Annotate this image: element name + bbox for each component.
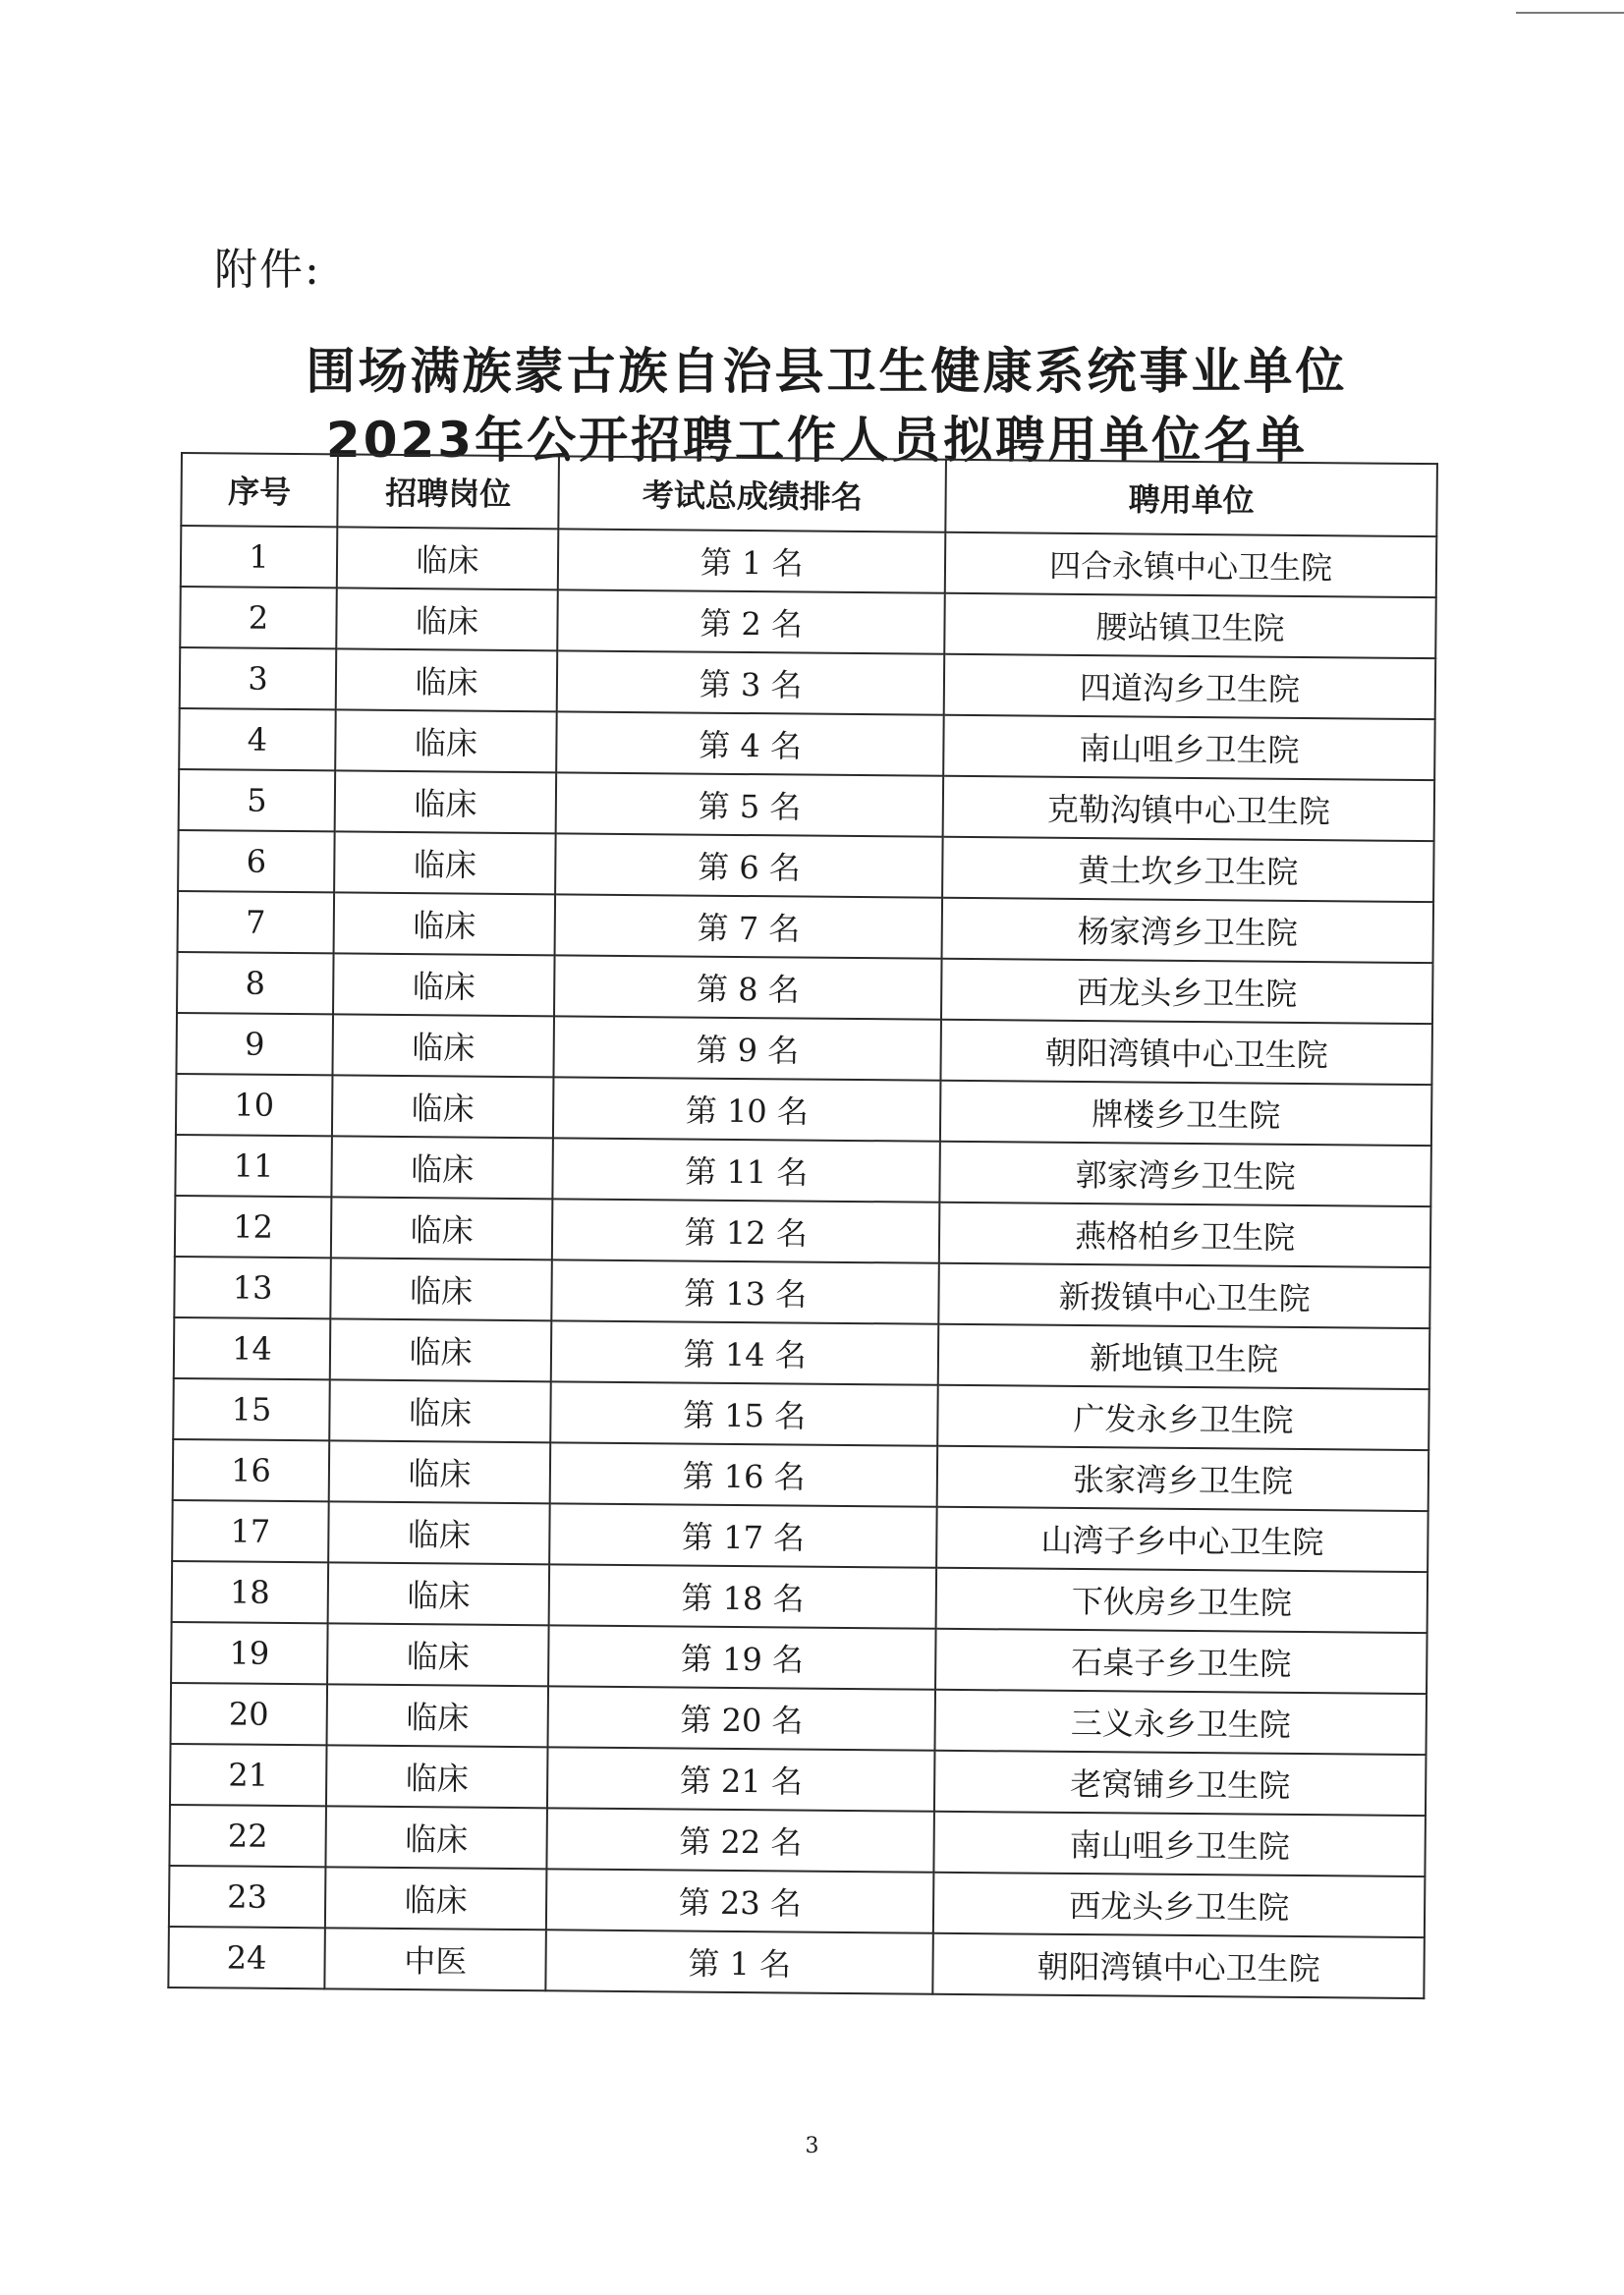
cell-position: 临床 [327,1623,549,1686]
cell-exam-rank: 第 11 名 [553,1138,940,1202]
cell-exam-rank: 第 16 名 [550,1442,937,1506]
table-row [175,1135,1430,1206]
header-hiring-unit: 聘用单位 [945,460,1437,536]
hiring-list-table [167,452,1438,1999]
cell-exam-rank: 第 18 名 [549,1564,936,1628]
cell-position: 临床 [335,709,557,772]
table-row [179,708,1434,780]
cell-exam-rank: 第 20 名 [548,1686,935,1750]
cell-serial-number: 12 [175,1196,331,1258]
cell-exam-rank: 第 17 名 [549,1503,936,1567]
table-row [170,1744,1426,1816]
cell-hiring-unit: 老窝铺乡卫生院 [934,1751,1426,1816]
cell-hiring-unit: 朝阳湾镇中心卫生院 [941,1020,1432,1085]
cell-exam-rank: 第 3 名 [557,650,944,714]
cell-serial-number: 9 [176,1013,332,1075]
cell-exam-rank: 第 23 名 [546,1869,933,1932]
cell-serial-number: 7 [178,891,334,953]
cell-position: 临床 [326,1745,548,1808]
cell-hiring-unit: 四合永镇中心卫生院 [945,532,1436,597]
cell-exam-rank: 第 15 名 [550,1381,937,1445]
cell-position: 临床 [337,527,559,589]
cell-exam-rank: 第 9 名 [554,1016,941,1080]
cell-hiring-unit: 四道沟乡卫生院 [944,654,1435,719]
cell-serial-number: 8 [177,952,333,1014]
cell-position: 中医 [324,1928,546,1990]
cell-serial-number: 10 [176,1074,332,1136]
cell-position: 临床 [335,770,557,833]
table-row [177,952,1432,1024]
cell-serial-number: 15 [173,1378,329,1440]
cell-position: 临床 [325,1806,547,1869]
cell-position: 临床 [334,831,556,894]
cell-position: 临床 [331,1197,553,1259]
table-row [180,647,1435,719]
cell-serial-number: 18 [172,1561,328,1623]
header-position: 招聘岗位 [337,454,559,529]
cell-hiring-unit: 燕格柏乡卫生院 [939,1203,1430,1267]
scan-edge-line [1516,12,1624,14]
document-title-line-2: 2023年公开招聘工作人员拟聘用单位名单 [325,412,1309,469]
table-row [175,1196,1430,1267]
cell-exam-rank: 第 5 名 [556,772,943,836]
cell-position: 临床 [330,1318,552,1381]
cell-serial-number: 16 [173,1439,329,1501]
table-row [171,1622,1427,1694]
document-title-line-1: 围场满族蒙古族自治县卫生健康系统事业单位 [306,343,1348,400]
cell-position: 临床 [328,1501,550,1564]
cell-exam-rank: 第 4 名 [556,711,943,775]
cell-serial-number: 14 [174,1317,330,1379]
cell-hiring-unit: 克勒沟镇中心卫生院 [943,776,1434,841]
cell-serial-number: 2 [180,587,336,648]
table-row [168,1927,1424,1998]
table-row [180,587,1435,658]
cell-exam-rank: 第 1 名 [546,1930,933,1993]
cell-position: 临床 [336,648,558,711]
cell-hiring-unit: 南山咀乡卫生院 [934,1812,1426,1876]
cell-serial-number: 4 [179,708,335,770]
cell-exam-rank: 第 22 名 [547,1808,934,1872]
cell-position: 临床 [332,1014,554,1077]
page-number: 3 [805,2134,819,2158]
table-row [178,830,1433,902]
cell-hiring-unit: 南山咀乡卫生院 [943,715,1434,780]
table-body [168,526,1436,1998]
cell-serial-number: 22 [169,1805,325,1867]
table-row [169,1866,1425,1937]
cell-position: 临床 [328,1562,550,1625]
cell-exam-rank: 第 13 名 [552,1259,939,1323]
cell-exam-rank: 第 14 名 [551,1320,938,1384]
cell-hiring-unit: 三义永乡卫生院 [935,1690,1427,1755]
cell-hiring-unit: 石桌子乡卫生院 [935,1629,1427,1694]
cell-exam-rank: 第 8 名 [554,955,941,1019]
cell-hiring-unit: 腰站镇卫生院 [944,593,1435,658]
table-row [174,1257,1429,1328]
cell-position: 临床 [329,1440,551,1503]
table-row [176,1013,1431,1085]
cell-position: 临床 [334,892,556,955]
cell-serial-number: 21 [170,1744,326,1806]
cell-position: 临床 [332,1075,554,1138]
table-row [172,1500,1428,1572]
cell-hiring-unit: 下伙房乡卫生院 [936,1568,1428,1633]
cell-exam-rank: 第 2 名 [557,589,944,653]
table-row [173,1439,1428,1511]
cell-serial-number: 20 [171,1683,327,1745]
cell-hiring-unit: 西龙头乡卫生院 [933,1873,1425,1937]
cell-position: 临床 [331,1136,553,1199]
cell-position: 临床 [330,1258,552,1320]
cell-serial-number: 6 [178,830,334,892]
cell-exam-rank: 第 21 名 [547,1747,934,1811]
cell-hiring-unit: 广发永乡卫生院 [937,1385,1428,1450]
cell-position: 临床 [336,588,558,650]
cell-position: 临床 [325,1867,547,1930]
cell-hiring-unit: 张家湾乡卫生院 [937,1446,1428,1511]
cell-serial-number: 1 [181,526,337,588]
cell-serial-number: 3 [180,647,336,709]
cell-serial-number: 23 [169,1866,325,1928]
table-row [181,526,1436,597]
table-row [172,1561,1428,1633]
table-row [179,769,1434,841]
cell-serial-number: 11 [175,1135,331,1197]
table-header-row [181,453,1437,536]
cell-exam-rank: 第 10 名 [553,1077,940,1141]
header-exam-rank: 考试总成绩排名 [559,456,947,532]
cell-hiring-unit: 郭家湾乡卫生院 [939,1142,1430,1206]
cell-serial-number: 5 [179,769,335,831]
cell-serial-number: 17 [172,1500,328,1562]
cell-serial-number: 19 [171,1622,327,1684]
table-row [171,1683,1427,1755]
cell-hiring-unit: 朝阳湾镇中心卫生院 [932,1933,1424,1998]
cell-position: 临床 [326,1684,548,1747]
table-row [169,1805,1425,1876]
cell-exam-rank: 第 12 名 [552,1199,939,1262]
cell-position: 临床 [333,953,555,1016]
cell-position: 临床 [329,1379,551,1442]
table-row [178,891,1433,963]
cell-hiring-unit: 杨家湾乡卫生院 [942,898,1433,963]
table-row [174,1317,1429,1389]
cell-serial-number: 13 [174,1257,330,1318]
cell-exam-rank: 第 6 名 [555,833,942,897]
table-row [173,1378,1428,1450]
cell-exam-rank: 第 7 名 [555,894,942,958]
cell-serial-number: 24 [168,1927,324,1988]
table-row [176,1074,1431,1146]
cell-hiring-unit: 西龙头乡卫生院 [941,959,1432,1024]
cell-hiring-unit: 黄土坎乡卫生院 [942,837,1433,902]
header-serial-number: 序号 [181,453,338,527]
cell-exam-rank: 第 19 名 [548,1625,935,1689]
cell-hiring-unit: 牌楼乡卫生院 [940,1081,1431,1146]
cell-hiring-unit: 新拨镇中心卫生院 [938,1263,1429,1328]
cell-exam-rank: 第 1 名 [558,529,945,592]
cell-hiring-unit: 山湾子乡中心卫生院 [936,1507,1428,1572]
attachment-label: 附件: [214,245,321,295]
cell-hiring-unit: 新地镇卫生院 [938,1324,1429,1389]
